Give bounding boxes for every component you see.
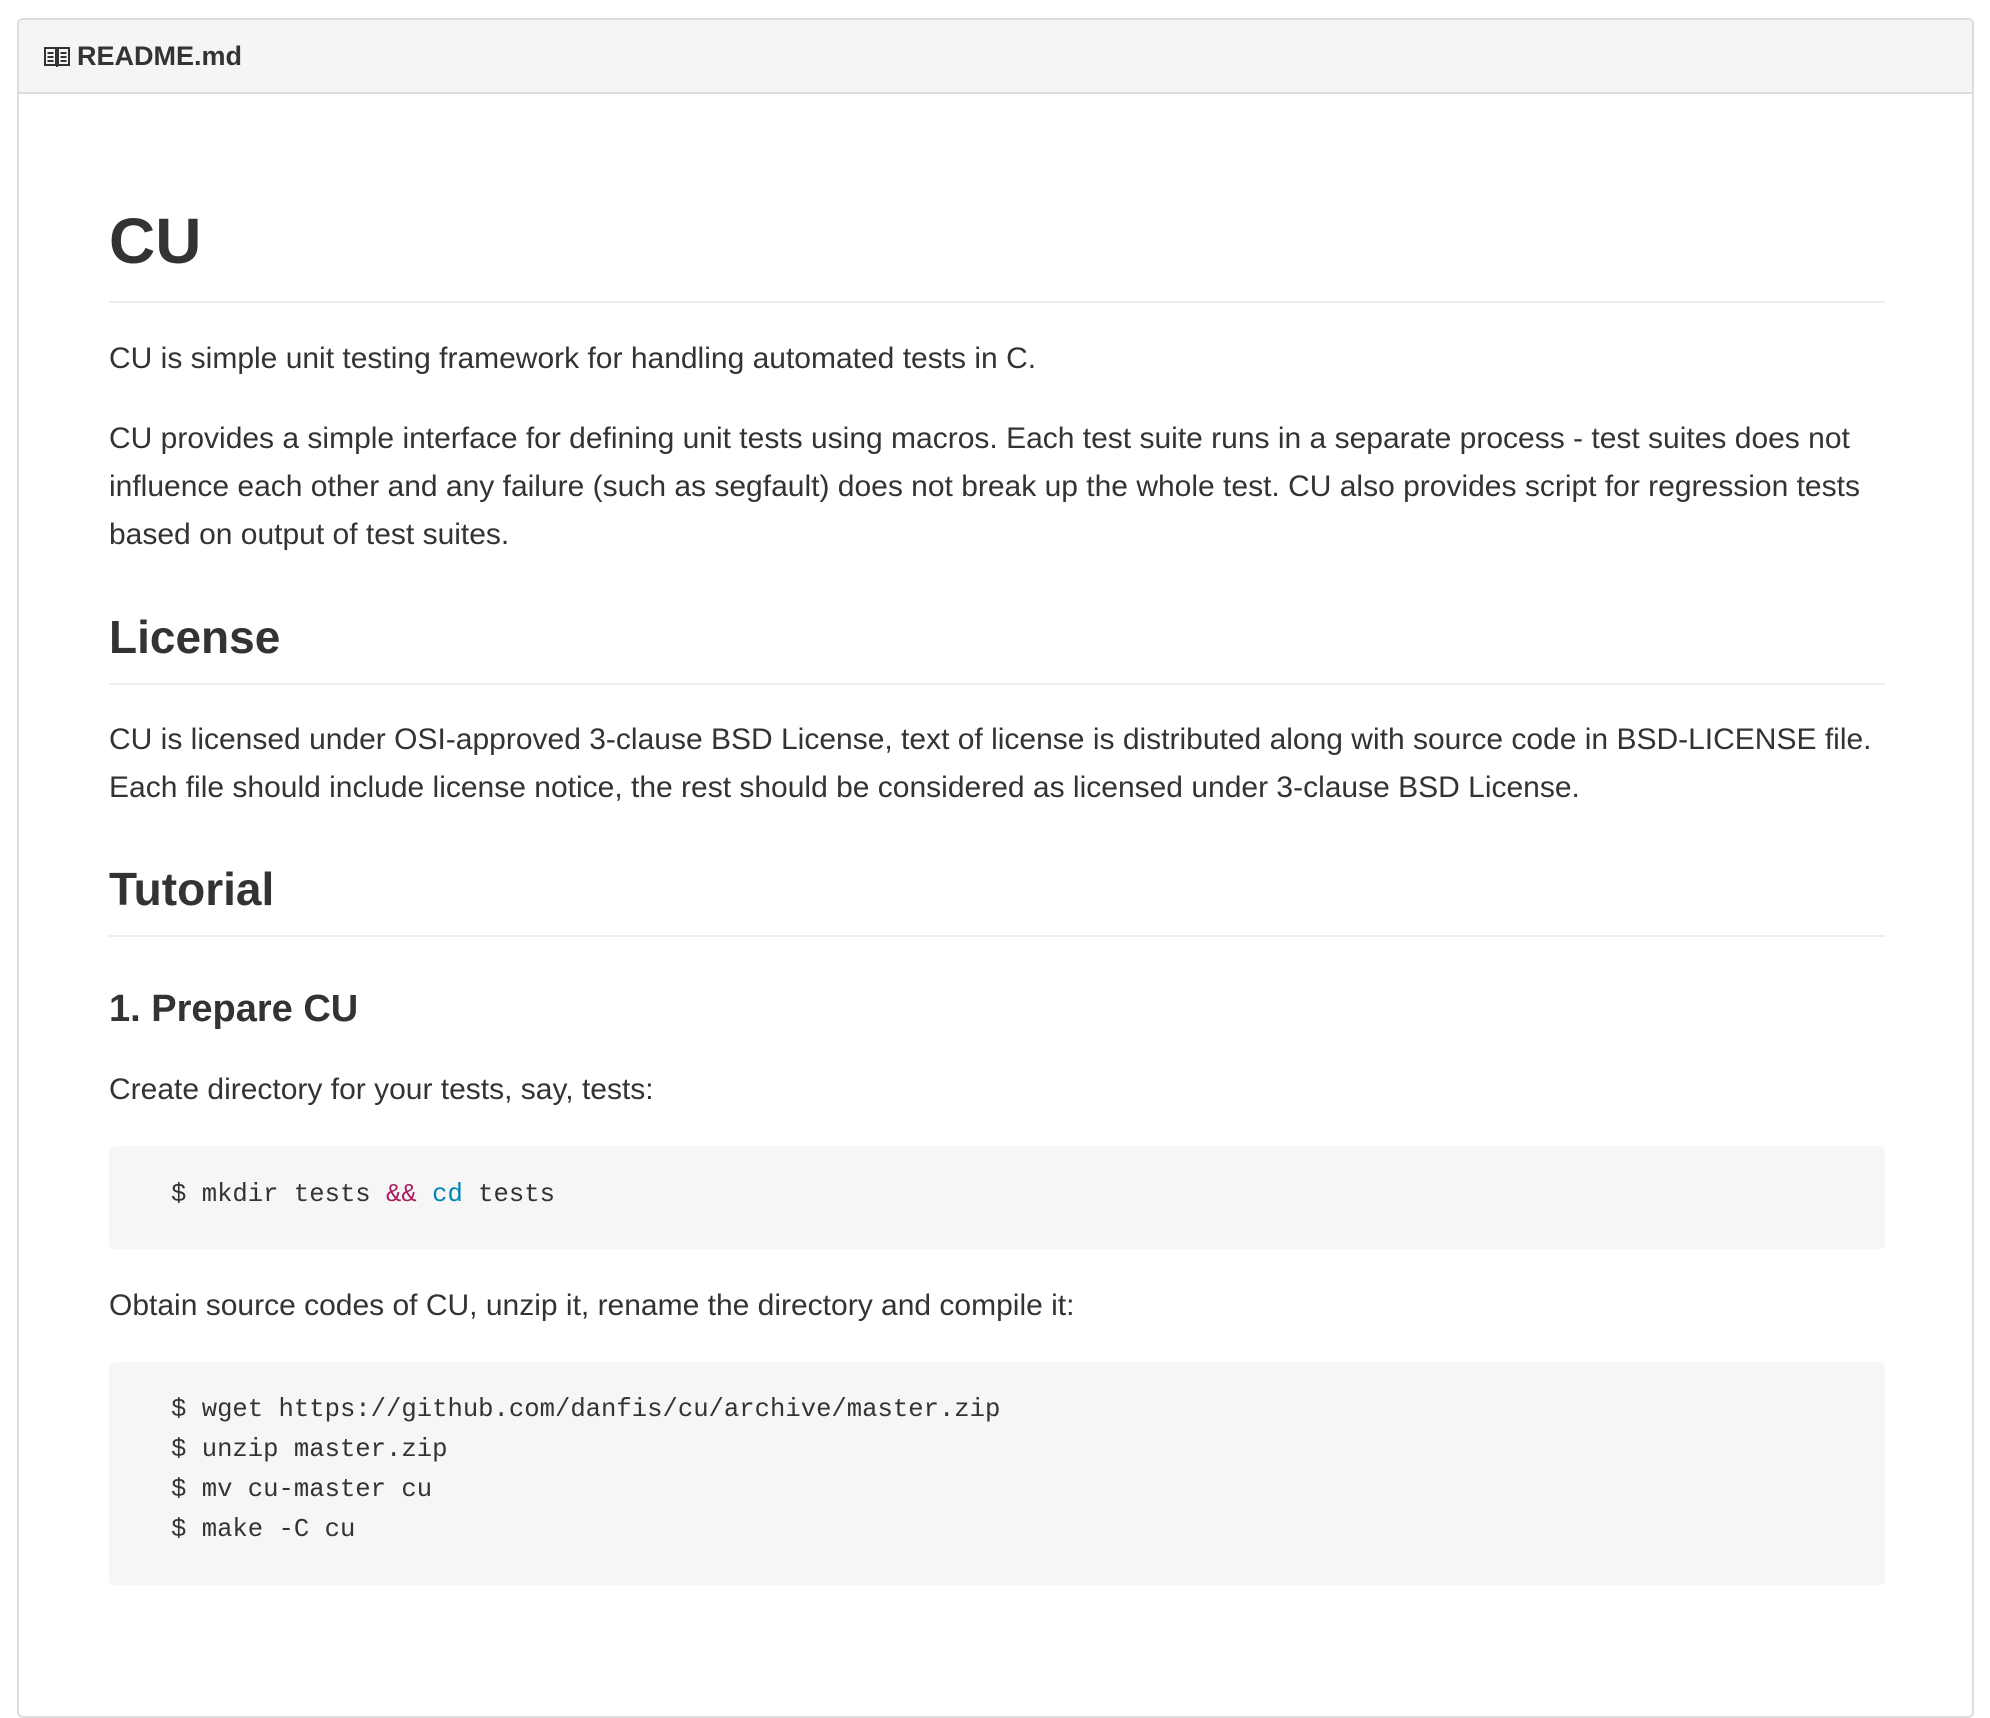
step-1-text-obtain-source: Obtain source codes of CU, unzip it, rename the directory and compile it: bbox=[109, 1289, 1075, 1322]
readme-container bbox=[17, 18, 1974, 1718]
license-heading: License bbox=[109, 609, 1885, 685]
page-title: CU bbox=[109, 201, 1885, 303]
license-paragraph: CU is licensed under OSI-approved 3-clause BSD License, text of license is distributed along with source code in BSD-LICENSE file. Each file should include license notice, the rest should be considered as licensed under 3-clause BSD License. bbox=[109, 723, 1872, 804]
tutorial-heading: Tutorial bbox=[109, 861, 1885, 937]
code-command: $ mkdir tests bbox=[171, 1180, 387, 1209]
code-line: $ wget https://github.com/danfis/cu/archive/master.zip bbox=[171, 1395, 1001, 1424]
code-block-build[interactable] bbox=[109, 1362, 1885, 1585]
step-1-heading: 1. Prepare CU bbox=[109, 988, 359, 1030]
intro-paragraph-1: CU is simple unit testing framework for handling automated tests in C. bbox=[109, 342, 1037, 375]
code-operator: && bbox=[386, 1180, 417, 1209]
code-line bbox=[171, 1176, 1885, 1213]
code-line: $ make -C cu bbox=[171, 1515, 356, 1544]
readme-article bbox=[109, 94, 1885, 1585]
intro-paragraph-2: CU provides a simple interface for defining unit tests using macros. Each test suite runs in a separate process - test suites does not influence each other and any failure (such as segfault) does not break up the whole test. CU also provides script for regression tests based on output of test suites. bbox=[109, 422, 1860, 551]
step-1-text-create-dir: Create directory for your tests, say, tests: bbox=[109, 1073, 654, 1106]
code-block-mkdir[interactable] bbox=[109, 1146, 1885, 1249]
book-icon bbox=[43, 46, 71, 68]
code-line: $ mv cu-master cu bbox=[171, 1475, 433, 1504]
readme-header bbox=[19, 20, 1972, 94]
code-builtin: cd bbox=[432, 1180, 463, 1209]
readme-filename: README.md bbox=[77, 40, 243, 71]
code-line: $ unzip master.zip bbox=[171, 1435, 448, 1464]
code-args: tests bbox=[462, 1180, 555, 1209]
